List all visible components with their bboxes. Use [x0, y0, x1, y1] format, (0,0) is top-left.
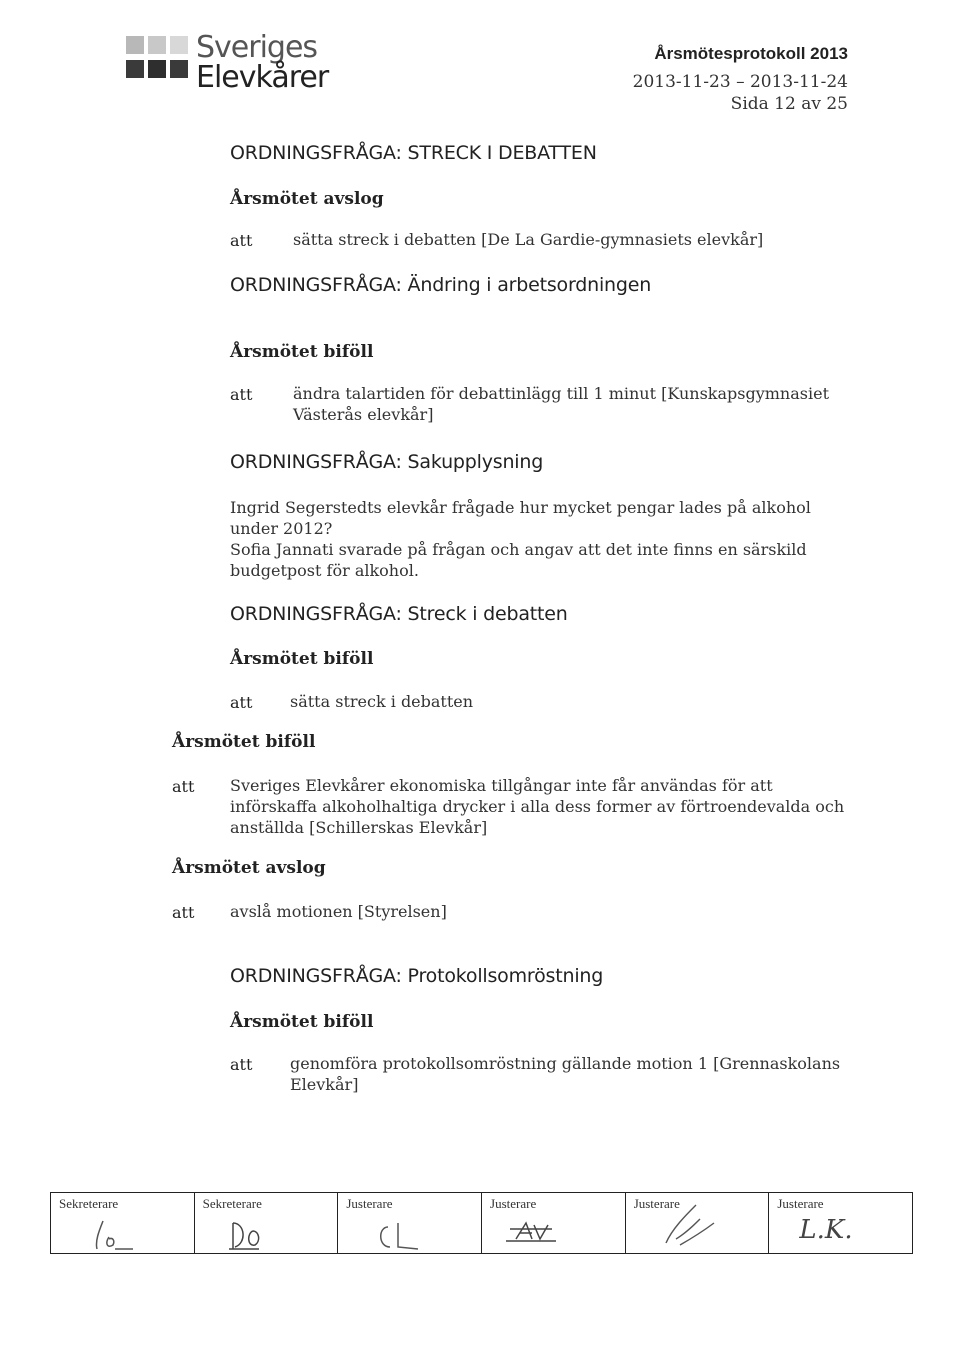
signature-scribble: [362, 1213, 462, 1253]
decision-label: Årsmötet biföll: [230, 649, 374, 669]
decision-text-line2: Elevkår]: [290, 1075, 359, 1094]
decision-label: Årsmötet avslog: [172, 858, 326, 878]
decision-label: Årsmötet biföll: [230, 1012, 374, 1032]
logo-square: [126, 60, 144, 78]
att-label: att: [230, 231, 253, 250]
section-heading: ORDNINGSFRÅGA: Streck i debatten: [230, 603, 568, 625]
section-heading: ORDNINGSFRÅGA: Ändring i arbetsordningen: [230, 274, 652, 296]
protocol-title: Årsmötesprotokoll 2013: [654, 44, 848, 63]
signature-cell: [769, 1193, 912, 1253]
decision-label: Årsmötet biföll: [230, 342, 374, 362]
info-text-line: budgetpost för alkohol.: [230, 561, 419, 580]
decision-label: Årsmötet biföll: [172, 732, 316, 752]
signature-scribble: [75, 1213, 175, 1253]
logo-square: [148, 60, 166, 78]
att-label: att: [230, 385, 253, 404]
info-text-line: under 2012?: [230, 519, 333, 538]
section-heading: ORDNINGSFRÅGA: Sakupplysning: [230, 451, 544, 473]
signature-cell: [51, 1193, 195, 1253]
att-label: att: [172, 903, 195, 922]
logo-line2: Elevkårer: [196, 60, 329, 95]
decision-label: Årsmötet avslog: [230, 189, 384, 209]
decision-text: sätta streck i debatten [De La Gardie-gymnasiets elevkår]: [293, 230, 764, 249]
signature-initials: L.K.: [799, 1215, 853, 1245]
section-heading: ORDNINGSFRÅGA: Protokollsomröstning: [230, 965, 604, 987]
page-number: Sida 12 av 25: [730, 94, 848, 114]
signature-role: Justerare: [490, 1196, 537, 1211]
motion-text-line: Sveriges Elevkårer ekonomiska tillgångar inte får användas för att: [230, 776, 773, 795]
signature-scribble: [646, 1199, 746, 1253]
signature-cell: [626, 1193, 770, 1253]
signature-cell: [338, 1193, 482, 1253]
decision-text-line2: Västerås elevkår]: [293, 405, 434, 424]
decision-text-line1: genomföra protokollsomröstning gällande motion 1 [Grennaskolans: [290, 1054, 841, 1073]
logo-square: [126, 36, 144, 54]
att-label: att: [172, 777, 195, 796]
signature-role: Justerare: [633, 1196, 680, 1211]
decision-text: sätta streck i debatten: [290, 692, 474, 711]
att-label: att: [230, 693, 253, 712]
motion-text-line: avslå motionen [Styrelsen]: [230, 902, 447, 921]
logo-square: [170, 60, 188, 78]
sveriges-elevkarer-logo: [126, 30, 356, 110]
logo-square: [148, 36, 166, 54]
signature-scribble: [496, 1211, 596, 1251]
motion-text-line: införskaffa alkoholhaltiga drycker i alla dess former av förtroendevalda och: [230, 797, 845, 816]
logo-square: [170, 36, 188, 54]
signature-cell: [195, 1193, 339, 1253]
info-text-line: Ingrid Segerstedts elevkår frågade hur mycket pengar lades på alkohol: [230, 498, 811, 517]
signature-table: [50, 1192, 913, 1254]
motion-text-line: anställda [Schillerskas Elevkår]: [230, 818, 488, 837]
logo-line1: Sveriges: [196, 30, 318, 65]
signature-scribble: [219, 1213, 319, 1253]
section-heading: ORDNINGSFRÅGA: STRECK I DEBATTEN: [230, 142, 597, 164]
att-label: att: [230, 1055, 253, 1074]
signature-role: Sekreterare: [59, 1196, 119, 1211]
signature-role: Justerare: [346, 1196, 393, 1211]
meeting-dates: 2013-11-23 – 2013-11-24: [632, 72, 848, 92]
info-text-line: Sofia Jannati svarade på frågan och angav att det inte finns en särskild: [230, 540, 807, 559]
signature-cell: [482, 1193, 626, 1253]
decision-text-line1: ändra talartiden för debattinlägg till 1 minut [Kunskapsgymnasiet: [293, 384, 829, 403]
signature-role: Justerare: [777, 1196, 824, 1211]
signature-role: Sekreterare: [202, 1196, 262, 1211]
